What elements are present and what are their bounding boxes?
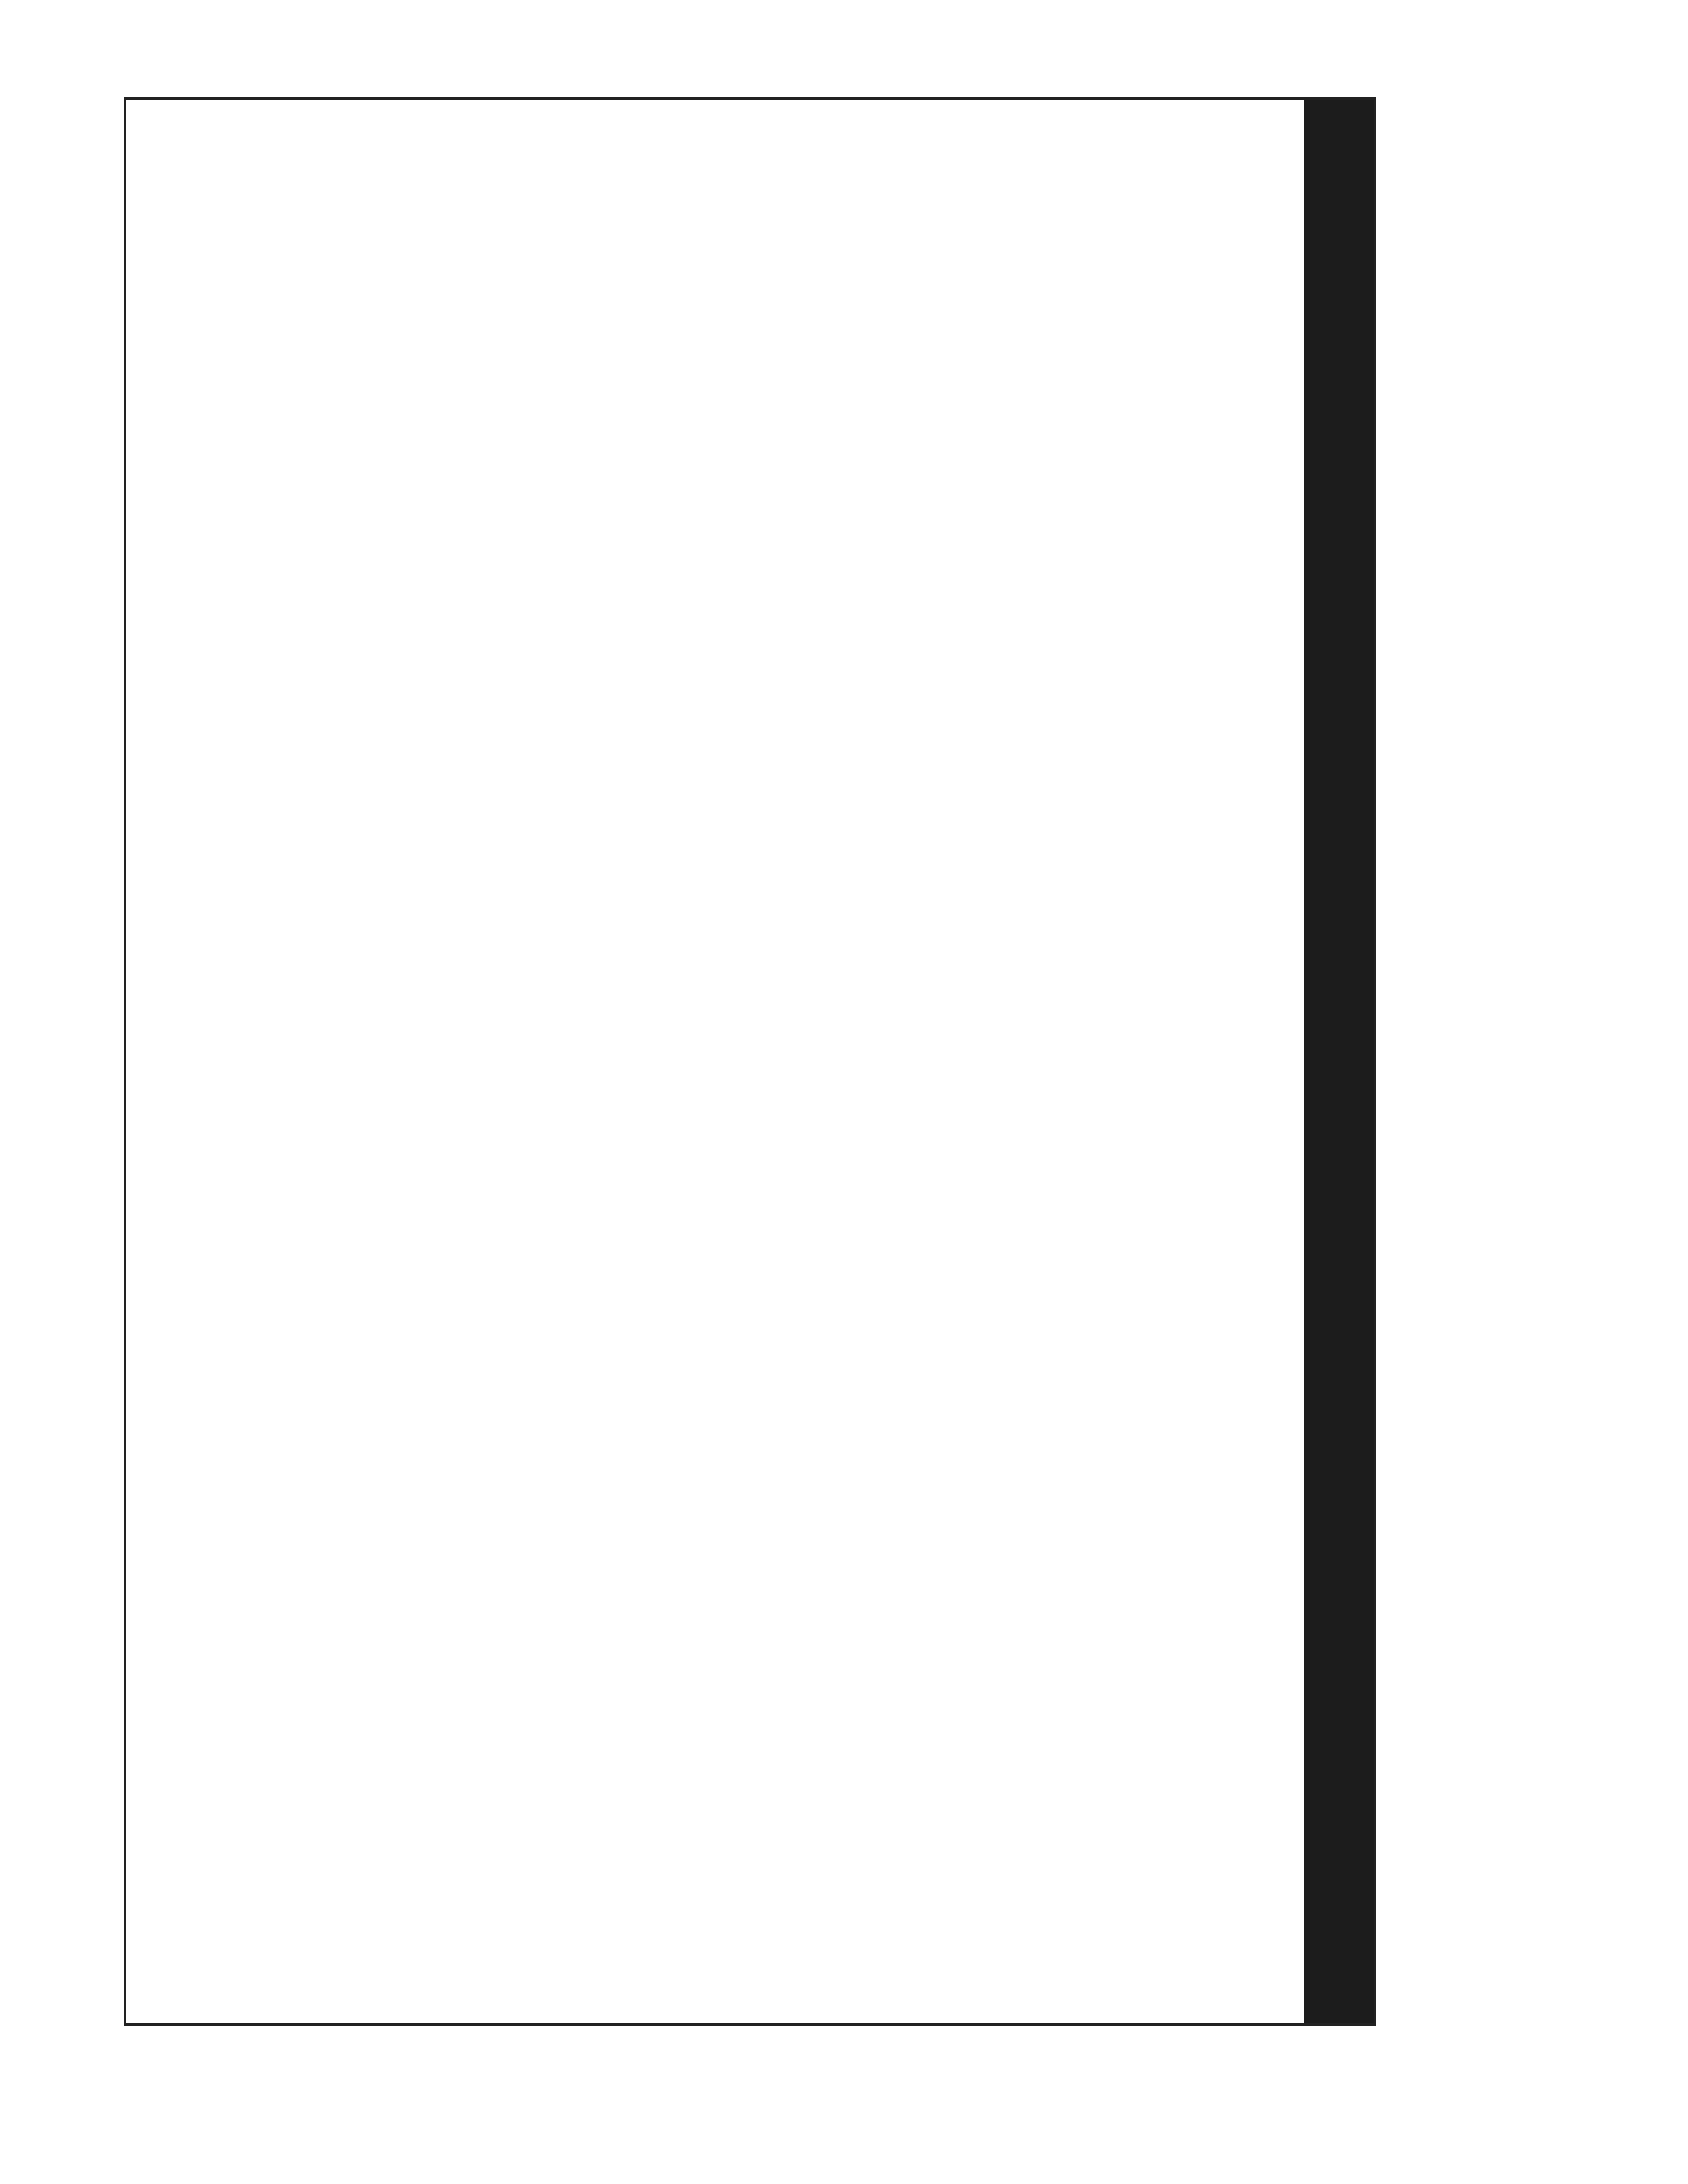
footer-publication <box>1548 2056 1564 2095</box>
calendar-rotated <box>124 97 1471 2026</box>
calendar-title <box>1376 97 1471 2026</box>
weekday-header <box>1304 100 1374 2023</box>
calendar-grid <box>124 97 1376 2026</box>
week-rows <box>126 100 1304 2023</box>
